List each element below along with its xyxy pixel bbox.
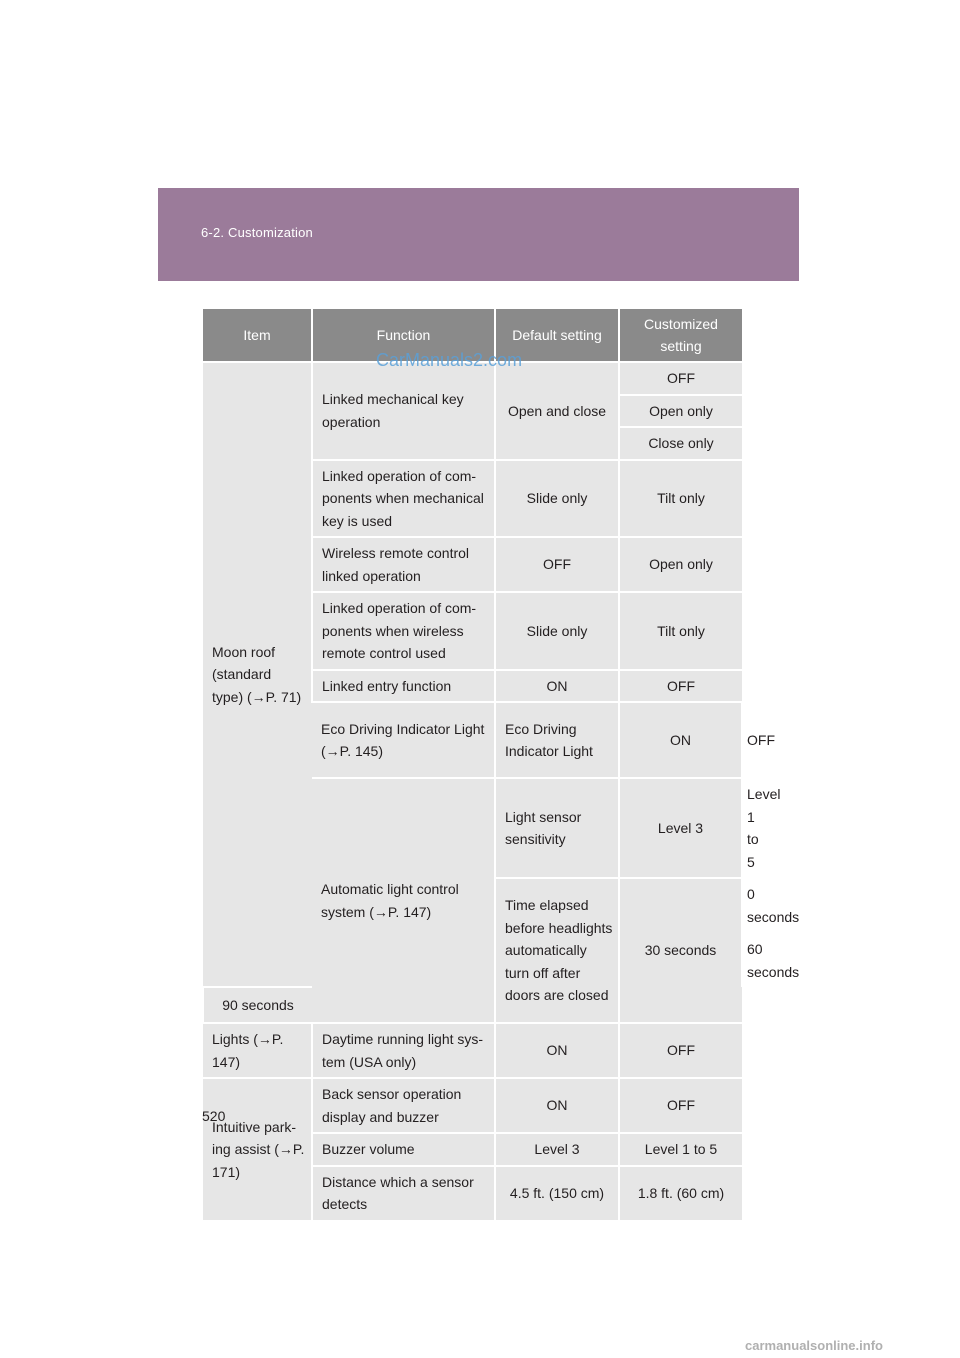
page-number: 520 [202,1108,226,1124]
function-cell: Time elapsed before headlights automatically turn off after doors are closed [495,878,619,1023]
item-cell: Automatic light control system (→P. 147) [312,778,495,1023]
table-row [203,1023,742,1078]
item-cell: Lights (→P. 147) [203,1023,312,1078]
header-band [158,188,799,281]
function-cell: Buzzer volume [312,1133,495,1166]
default-cell: Open and close [495,362,619,460]
default-cell: ON [495,670,619,703]
custom-cell: OFF [619,1023,742,1078]
watermark-carmanualsonline: carmanualsonline.info [745,1338,883,1353]
table-row: Time elapsed before headlights automatically turn off after doors are closed 30 seconds 0 seconds [203,878,742,933]
function-cell: Eco Driving Indicator Light [495,702,619,778]
custom-cell: Tilt only [619,592,742,670]
custom-cell: 1.8 ft. (60 cm) [619,1166,742,1220]
column-header-item: Item [203,309,312,362]
function-cell: Linked mechanical key operation [312,362,495,460]
function-cell: Daytime running light sys-tem (USA only) [312,1023,495,1078]
custom-cell: OFF [619,1078,742,1133]
item-cell: Moon roof (standard type) (→P. 71) [203,362,312,987]
default-cell: OFF [495,537,619,592]
customization-table [202,309,800,1220]
section-title: 6-2. Customization [201,225,313,240]
default-cell: Level 3 [619,778,742,878]
function-cell: Linked operation of com-ponents when wireless remote control used [312,592,495,670]
function-cell: Linked entry function [312,670,495,703]
custom-cell: OFF [619,362,742,395]
custom-cell: Open only [619,395,742,428]
item-cell: Eco Driving Indicator Light (→P. 145) [312,702,495,778]
default-cell: Level 3 [495,1133,619,1166]
item-cell: Intuitive park-ing assist (→P. 171) [203,1078,312,1220]
function-cell: Light sensor sensitivity [495,778,619,878]
table-row: Automatic light control system (→P. 147) Light sensor sensitivity Level 3 Level 1 to 5 [203,778,742,878]
function-cell: Distance which a sensor detects [312,1166,495,1220]
table-row: Eco Driving Indicator Light (→P. 145) Eco Driving Indicator Light ON OFF [203,702,742,778]
custom-cell: 90 seconds [203,987,312,1023]
function-cell: Linked operation of com-ponents when mechanical key is used [312,460,495,538]
custom-cell: Open only [619,537,742,592]
default-cell: Slide only [495,592,619,670]
custom-cell: OFF [619,670,742,703]
default-cell: ON [495,1078,619,1133]
column-header-customized: Customized setting [619,309,742,362]
column-header-default: Default setting [495,309,619,362]
function-cell: Wireless remote control linked operation [312,537,495,592]
table-row: 60 seconds [747,941,800,980]
default-cell: 30 seconds [619,878,742,1023]
column-header-function: Function [312,309,495,362]
default-cell: Slide only [495,460,619,538]
watermark-carmanuals2: CarManuals2.com [376,350,523,370]
default-cell: ON [619,702,742,778]
default-cell: ON [495,1023,619,1078]
default-cell: 4.5 ft. (150 cm) [495,1166,619,1220]
custom-cell: Level 1 to 5 [619,1133,742,1166]
custom-cell: Tilt only [619,460,742,538]
custom-cell: Close only [619,427,742,460]
function-cell: Back sensor operation display and buzzer [312,1078,495,1133]
table-row [203,1078,742,1133]
